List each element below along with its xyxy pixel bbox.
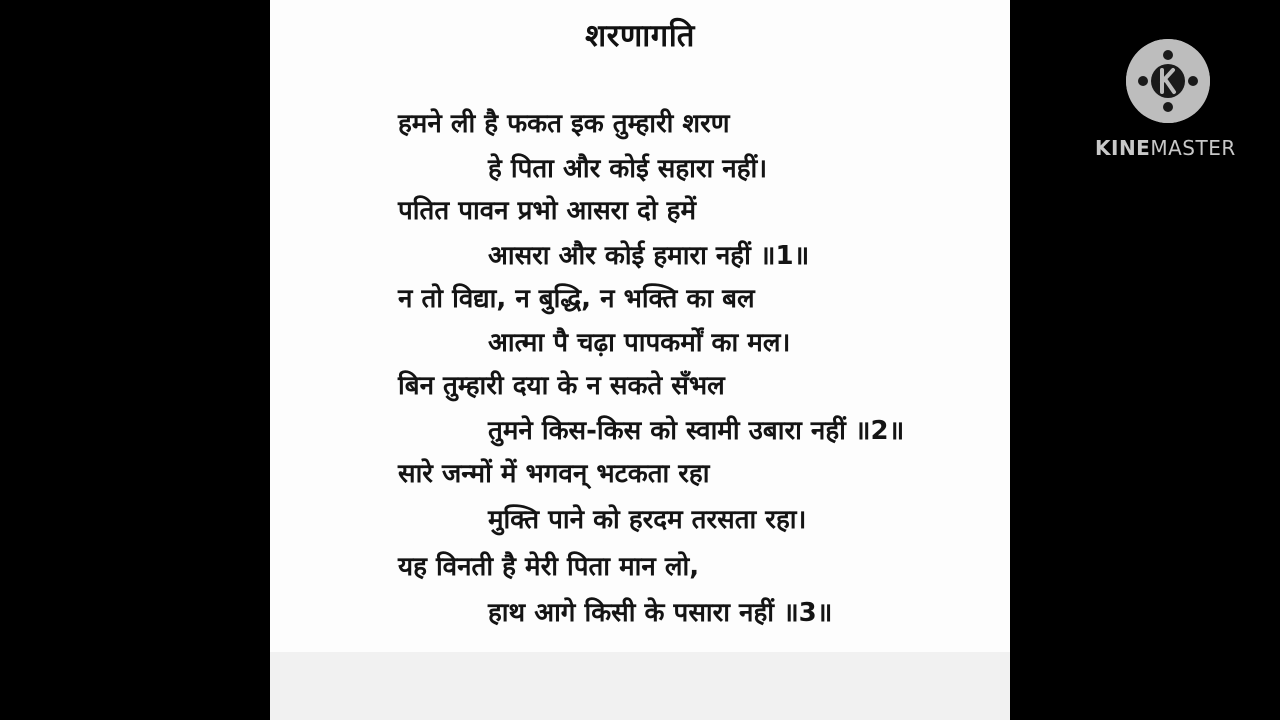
- verse-line: आसरा और कोई हमारा नहीं ॥1॥: [488, 241, 810, 271]
- verse-line: हमने ली है फकत इक तुम्हारी शरण: [398, 109, 730, 139]
- kinemaster-k-icon: [1126, 39, 1210, 123]
- watermark-brand-bold: KINE: [1095, 136, 1151, 160]
- page-bottom-band: [270, 652, 1010, 720]
- kinemaster-watermark-text: [1095, 136, 1236, 160]
- scanned-page: [270, 0, 1010, 720]
- verse-line: मुक्ति पाने को हरदम तरसता रहा।: [488, 505, 807, 535]
- verse-line: तुमने किस-किस को स्वामी उबारा नहीं ॥2॥: [488, 416, 905, 446]
- verse-line: आत्मा पै चढ़ा पापकर्मों का मल।: [488, 328, 791, 358]
- verse-line: बिन तुम्हारी दया के न सकते सँभल: [398, 371, 725, 401]
- verse-line: न तो विद्या, न बुद्धि, न भक्ति का बल: [398, 284, 755, 314]
- page-title: शरणागति: [585, 18, 695, 54]
- verse-line: यह विनती है मेरी पिता मान लो,: [398, 552, 700, 582]
- verse-line: पतित पावन प्रभो आसरा दो हमें: [398, 196, 697, 226]
- watermark-brand-regular: MASTER: [1150, 136, 1236, 160]
- verse-line: हे पिता और कोई सहारा नहीं।: [488, 154, 768, 184]
- verse-line: सारे जन्मों में भगवन् भटकता रहा: [398, 459, 710, 489]
- verse-line: हाथ आगे किसी के पसारा नहीं ॥3॥: [488, 598, 833, 628]
